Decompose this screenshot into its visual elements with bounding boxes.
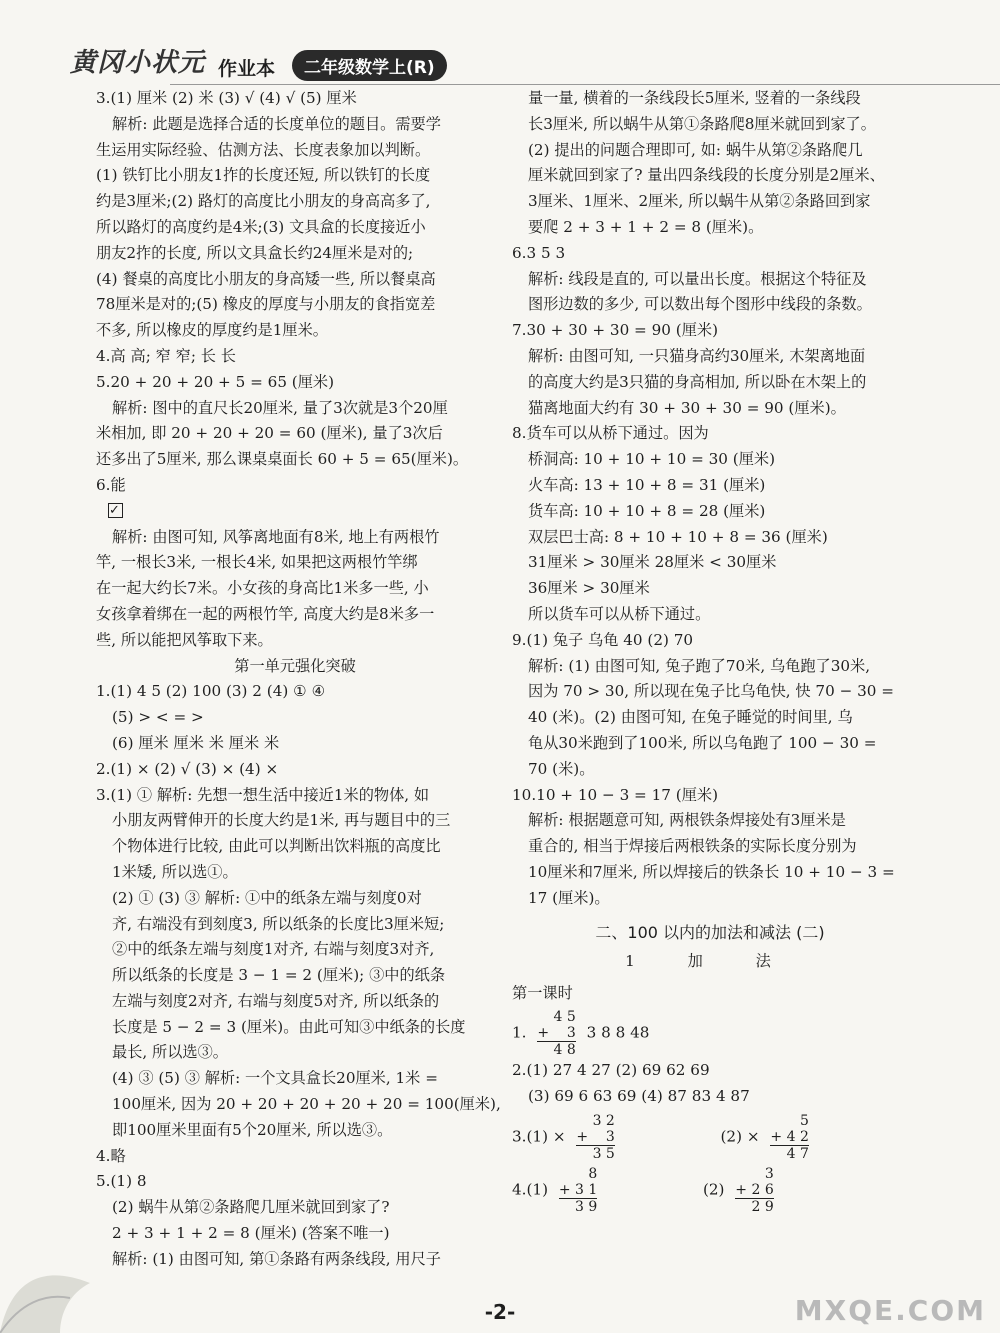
- answer-line: [96, 499, 494, 525]
- answer-line: (1) 铁钉比小朋友1拃的长度还短, 所以铁钉的长度: [96, 166, 431, 185]
- lesson-topic: 1 加 法: [625, 952, 795, 971]
- answer-line: 女孩拿着绑在一起的两根竹竿, 高度大约是8米多一: [96, 604, 435, 623]
- answer-line: 36厘米 > 30厘米: [528, 579, 650, 598]
- answer-line: 6.能: [96, 475, 126, 494]
- answer-line: 重合的, 相当于焊接后两根铁条的实际长度分别为: [528, 837, 857, 856]
- answer-line: 17 (厘米)。: [528, 888, 610, 907]
- answer-line: 因为 70 > 30, 所以现在兔子比乌龟快, 快 70 − 30 =: [528, 682, 895, 701]
- answer-line: 竿, 一根长3米, 一根长4米, 如果把这两根竹竿绑: [96, 553, 418, 572]
- answer-line: 火车高: 13 + 10 + 8 = 31 (厘米): [528, 475, 766, 494]
- chapter-heading: 二、100 以内的加法和减法 (二): [595, 922, 825, 942]
- answer-line: 小朋友两臂伸开的长度大约是1米, 再与题目中的三: [112, 811, 451, 830]
- answer-line: 桥洞高: 10 + 10 + 10 = 30 (厘米): [528, 450, 776, 469]
- answer-line: 即100厘米里面有5个20厘米, 所以选③。: [112, 1120, 393, 1139]
- header-rule: [170, 84, 1000, 85]
- answer-line: 78厘米是对的;(5) 橡皮的厚度与小朋友的食指宽差: [96, 295, 436, 314]
- calc-operand: + 3: [537, 1024, 576, 1041]
- question-label: (2) ×: [720, 1127, 760, 1146]
- calc-result: 4 8: [537, 1041, 575, 1058]
- answer-line: 解析: 线段是直的, 可以量出长度。根据这个特征及: [528, 269, 867, 288]
- answer-line: 的高度大约是3只猫的身高相加, 所以卧在木架上的: [528, 372, 867, 391]
- vertical-addition-q1: [512, 1009, 908, 1058]
- answer-line: 要爬 2 + 3 + 1 + 2 = 8 (厘米)。: [528, 217, 764, 236]
- answer-line: 在一起大约长7米。小女孩的身高比1米多一些, 小: [96, 579, 429, 598]
- answer-line: 5.(1) 8: [96, 1172, 147, 1191]
- answer-line: 龟从30米跑到了100米, 所以乌龟跑了 100 − 30 =: [528, 733, 877, 752]
- vertical-addition-q3: [512, 1113, 908, 1162]
- answer-line: 解析: 由图可知, 风筝离地面有8米, 地上有两根竹: [112, 527, 440, 546]
- answer-line: (6) 厘米 厘米 米 厘米 米: [112, 733, 280, 752]
- answer-line: 10厘米和7厘米, 所以焊接后的铁条长 10 + 10 − 3 =: [528, 862, 895, 881]
- calc-top: 3 2: [592, 1113, 615, 1130]
- site-watermark: MXQE.COM: [794, 1294, 986, 1327]
- answer-line: 米相加, 即 20 + 20 + 20 = 60 (厘米), 量了3次后: [96, 424, 443, 443]
- right-column: [512, 86, 908, 1215]
- question-label: 1.: [512, 1023, 527, 1042]
- answer-line: 解析: 根据题意可知, 两根铁条焊接处有3厘米是: [528, 811, 846, 830]
- answer-line: 解析: 此题是选择合适的长度单位的题目。需要学: [112, 114, 441, 133]
- answer-line: 还多出了5厘米, 那么课桌桌面长 60 + 5 = 65(厘米)。: [96, 450, 469, 469]
- answer-line: 朋友2拃的长度, 所以文具盒长约24厘米是对的;: [96, 243, 414, 262]
- answer-line: 40 (米)。(2) 由图可知, 在兔子睡觉的时间里, 乌: [528, 708, 853, 727]
- answer-values: 3 8 8 48: [586, 1023, 650, 1042]
- answer-line: 左端与刻度2对齐, 右端与刻度5对齐, 所以纸条的: [112, 991, 440, 1010]
- calc-operand: + 2 6: [735, 1182, 774, 1199]
- answer-line: 图形边数的多少, 可以数出每个图形中线段的条数。: [528, 295, 872, 314]
- question-label: 3.(1) ×: [512, 1127, 566, 1146]
- answer-line: 量一量, 横着的一条线段长5厘米, 竖着的一条线段: [528, 89, 861, 107]
- answer-line: (2) 提出的问题合理即可, 如: 蜗牛从第②条路爬几: [528, 140, 863, 159]
- vertical-addition-q4: [512, 1166, 908, 1215]
- question-label: (2): [702, 1180, 725, 1199]
- answer-line: 双层巴士高: 8 + 10 + 10 + 8 = 36 (厘米): [528, 527, 828, 546]
- answer-line: 最长, 所以选③。: [112, 1043, 228, 1062]
- answer-line: 约是3厘米;(2) 路灯的高度比小朋友的身高高多了,: [96, 192, 431, 211]
- answer-line: 长3厘米, 所以蜗牛从第①条路爬8厘米就回到家了。: [528, 114, 876, 133]
- answer-line: 所以货车可以从桥下通过。: [528, 604, 711, 623]
- grade-badge: 二年级数学上(R): [292, 50, 447, 81]
- answer-line: 4.高 高; 窄 窄; 长 长: [96, 346, 236, 365]
- answer-line: (5) > < = >: [112, 708, 204, 727]
- question-label: 4.(1): [512, 1180, 549, 1199]
- calc-operand: + 4 2: [770, 1129, 809, 1146]
- answer-line: (2) ① (3) ③ 解析: ①中的纸条左端与刻度0对: [112, 888, 422, 907]
- answer-line: 3.(1) 厘米 (2) 米 (3) √ (4) √ (5) 厘米: [96, 89, 357, 107]
- answer-line: (4) ③ (5) ③ 解析: 一个文具盒长20厘米, 1米 =: [112, 1069, 438, 1088]
- left-column: [96, 86, 501, 1273]
- page-number: -2-: [484, 1300, 516, 1324]
- answer-line: 3.(1) ① 解析: 先想一想生活中接近1米的物体, 如: [96, 785, 430, 804]
- answer-line: 6.3 5 3: [512, 243, 566, 262]
- answer-line: 生运用实际经验、估测方法、长度表象加以判断。: [96, 140, 431, 159]
- answer-line: 9.(1) 兔子 乌龟 40 (2) 70: [512, 630, 694, 649]
- vertical-calc: [770, 1113, 808, 1162]
- answer-line: 2 + 3 + 1 + 2 = 8 (厘米) (答案不唯一): [112, 1224, 390, 1243]
- calc-result: 2 9: [735, 1198, 773, 1215]
- calc-top: 5: [799, 1113, 809, 1130]
- answer-line: 4.略: [96, 1146, 126, 1165]
- answer-line: 所以纸条的长度是 3 − 1 = 2 (厘米); ③中的纸条: [112, 966, 446, 985]
- calc-result: 4 7: [770, 1145, 808, 1162]
- answer-line: 猫离地面大约有 30 + 30 + 30 = 90 (厘米)。: [528, 398, 846, 417]
- answer-line: 齐, 右端没有到刻度3, 所以纸条的长度比3厘米短;: [112, 914, 445, 933]
- homework-label: 作业本: [218, 58, 276, 80]
- vertical-calc: [576, 1113, 614, 1162]
- answer-line: (4) 餐桌的高度比小朋友的身高矮一些, 所以餐桌高: [96, 269, 436, 288]
- calc-operand: + 3 1: [558, 1182, 598, 1199]
- answer-line: 7.30 + 30 + 30 = 90 (厘米): [512, 321, 718, 340]
- vertical-calc: [559, 1166, 597, 1215]
- brand-logo: 黄冈小状元: [70, 48, 206, 78]
- answer-line: 1米矮, 所以选①。: [112, 862, 238, 881]
- answer-line: 5.20 + 20 + 20 + 5 = 65 (厘米): [96, 372, 335, 391]
- answer-line: 70 (米)。: [528, 759, 595, 778]
- answer-line: 8.货车可以从桥下通过。因为: [512, 424, 709, 443]
- answer-line: 厘米就回到家了? 量出四条线段的长度分别是2厘米、: [528, 166, 885, 185]
- answer-line: 所以路灯的高度约是4米;(3) 文具盒的长度接近小: [96, 217, 426, 236]
- answer-line: 1.(1) 4 5 (2) 100 (3) 2 (4) ① ④: [96, 682, 326, 701]
- calc-result: 3 5: [576, 1145, 614, 1162]
- calc-operand: + 3: [576, 1129, 615, 1146]
- answer-line: 些, 所以能把风筝取下来。: [96, 630, 273, 649]
- answer-line: 100厘米, 因为 20 + 20 + 20 + 20 + 20 = 100(厘米),: [112, 1095, 501, 1114]
- vertical-calc: [735, 1166, 773, 1215]
- answer-line: 2.(1) × (2) √ (3) × (4) ×: [96, 759, 279, 778]
- lesson-period: 第一课时: [512, 984, 573, 1003]
- answer-line: (3) 69 6 63 69 (4) 87 83 4 87: [528, 1086, 750, 1105]
- checkbox-checked-icon: [108, 503, 123, 518]
- answer-line: 10.10 + 10 − 3 = 17 (厘米): [512, 785, 718, 804]
- page-header: [60, 40, 960, 88]
- answer-line: 解析: 由图可知, 一只猫身高约30厘米, 木架离地面: [528, 346, 866, 365]
- calc-result: 3 9: [559, 1198, 597, 1215]
- answer-line: 长度是 5 − 2 = 3 (厘米)。由此可知③中纸条的长度: [112, 1017, 466, 1036]
- vertical-calc: [537, 1009, 575, 1058]
- calc-top: 3: [764, 1166, 774, 1183]
- answer-line: ②中的纸条左端与刻度1对齐, 右端与刻度3对齐,: [112, 940, 435, 959]
- answer-line: 3厘米、1厘米、2厘米, 所以蜗牛从第②条路回到家: [528, 192, 871, 211]
- section-heading: 第一单元强化突破: [234, 656, 356, 675]
- calc-top: 8: [588, 1166, 598, 1183]
- answer-line: 31厘米 > 30厘米 28厘米 < 30厘米: [528, 553, 777, 572]
- answer-line: 不多, 所以橡皮的厚度约是1厘米。: [96, 321, 328, 340]
- answer-line: 个物体进行比较, 由此可以判断出饮料瓶的高度比: [112, 837, 441, 856]
- answer-line: 解析: 图中的直尺长20厘米, 量了3次就是3个20厘: [112, 398, 448, 417]
- answer-line: 解析: (1) 由图可知, 兔子跑了70米, 乌龟跑了30米,: [528, 656, 871, 675]
- answer-line: 解析: (1) 由图可知, 第①条路有两条线段, 用尺子: [112, 1249, 441, 1268]
- answer-line: 2.(1) 27 4 27 (2) 69 62 69: [512, 1060, 710, 1079]
- calc-top: 4 5: [553, 1008, 576, 1025]
- answer-line: 货车高: 10 + 10 + 8 = 28 (厘米): [528, 501, 766, 520]
- answer-line: (2) 蜗牛从第②条路爬几厘米就回到家了?: [112, 1198, 390, 1217]
